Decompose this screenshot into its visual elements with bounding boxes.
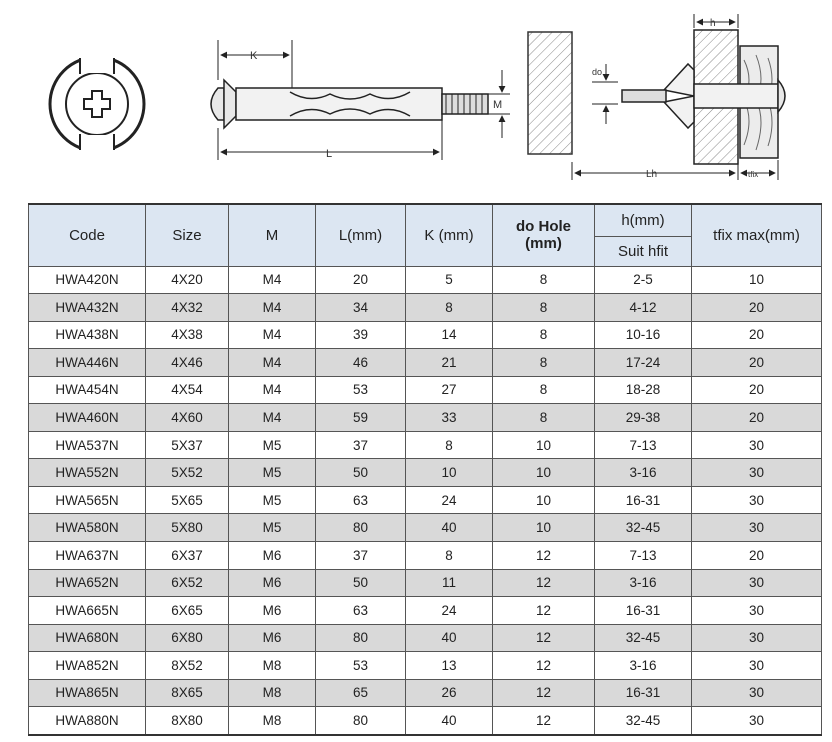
cell-size: 4X46 <box>146 349 229 377</box>
header-l: L(mm) <box>316 204 406 266</box>
cell-size: 8X52 <box>146 652 229 680</box>
cell-l: 34 <box>316 294 406 322</box>
cell-suit-hfit: 18-28 <box>595 376 692 404</box>
installed-anchor-view <box>572 14 785 180</box>
table-row <box>29 459 822 487</box>
cell-suit-hfit: 3-16 <box>595 652 692 680</box>
cell-code: HWA580N <box>29 514 146 542</box>
cell-m: M5 <box>229 431 316 459</box>
cell-code: HWA552N <box>29 459 146 487</box>
cell-suit-hfit: 16-31 <box>595 679 692 707</box>
cell-size: 4X32 <box>146 294 229 322</box>
header-do-hole-label: do Hole <box>516 218 571 236</box>
spec-table <box>28 203 822 736</box>
cell-do-hole: 12 <box>493 541 595 569</box>
cell-k: 8 <box>406 431 493 459</box>
table-row <box>29 404 822 432</box>
cell-m: M8 <box>229 652 316 680</box>
cell-m: M5 <box>229 514 316 542</box>
cell-k: 5 <box>406 266 493 294</box>
cell-code: HWA446N <box>29 349 146 377</box>
table-header <box>29 204 822 266</box>
table-row <box>29 266 822 294</box>
cell-size: 4X20 <box>146 266 229 294</box>
cell-suit-hfit: 7-13 <box>595 431 692 459</box>
cell-l: 80 <box>316 514 406 542</box>
cell-do-hole: 10 <box>493 514 595 542</box>
cell-suit-hfit: 17-24 <box>595 349 692 377</box>
cell-tfix: 20 <box>692 541 822 569</box>
cell-k: 33 <box>406 404 493 432</box>
cell-suit-hfit: 3-16 <box>595 459 692 487</box>
cell-l: 65 <box>316 679 406 707</box>
cell-code: HWA460N <box>29 404 146 432</box>
cell-tfix: 30 <box>692 459 822 487</box>
cell-code: HWA865N <box>29 679 146 707</box>
cell-m: M4 <box>229 321 316 349</box>
table-row <box>29 431 822 459</box>
cell-l: 80 <box>316 624 406 652</box>
cell-suit-hfit: 16-31 <box>595 597 692 625</box>
cell-l: 39 <box>316 321 406 349</box>
cell-suit-hfit: 32-45 <box>595 707 692 735</box>
table-row <box>29 624 822 652</box>
cell-l: 50 <box>316 569 406 597</box>
cell-code: HWA454N <box>29 376 146 404</box>
cell-m: M4 <box>229 294 316 322</box>
cell-code: HWA420N <box>29 266 146 294</box>
cell-do-hole: 8 <box>493 321 595 349</box>
cell-code: HWA880N <box>29 707 146 735</box>
table-row <box>29 376 822 404</box>
header-tfix: tfix max(mm) <box>692 204 822 266</box>
table-row <box>29 514 822 542</box>
cell-do-hole: 12 <box>493 707 595 735</box>
cell-m: M5 <box>229 459 316 487</box>
cell-l: 53 <box>316 652 406 680</box>
cell-m: M5 <box>229 486 316 514</box>
cell-code: HWA432N <box>29 294 146 322</box>
cell-tfix: 30 <box>692 514 822 542</box>
cell-l: 63 <box>316 597 406 625</box>
cell-suit-hfit: 2-5 <box>595 266 692 294</box>
cell-size: 8X80 <box>146 707 229 735</box>
wall-section <box>528 32 618 154</box>
cell-code: HWA652N <box>29 569 146 597</box>
cell-do-hole: 10 <box>493 431 595 459</box>
cell-l: 53 <box>316 376 406 404</box>
cell-do-hole: 8 <box>493 349 595 377</box>
cell-m: M6 <box>229 597 316 625</box>
table-row <box>29 707 822 735</box>
header-h: h(mm) <box>595 204 692 236</box>
cell-suit-hfit: 29-38 <box>595 404 692 432</box>
cell-tfix: 30 <box>692 624 822 652</box>
cell-l: 63 <box>316 486 406 514</box>
cell-m: M8 <box>229 707 316 735</box>
cell-suit-hfit: 4-12 <box>595 294 692 322</box>
cell-do-hole: 10 <box>493 486 595 514</box>
cell-size: 4X60 <box>146 404 229 432</box>
cell-code: HWA665N <box>29 597 146 625</box>
cell-m: M4 <box>229 266 316 294</box>
cell-tfix: 30 <box>692 679 822 707</box>
cell-l: 20 <box>316 266 406 294</box>
cell-m: M6 <box>229 569 316 597</box>
cell-do-hole: 12 <box>493 652 595 680</box>
cell-k: 13 <box>406 652 493 680</box>
header-do-hole-unit: (mm) <box>525 235 562 253</box>
cell-do-hole: 12 <box>493 624 595 652</box>
cell-m: M8 <box>229 679 316 707</box>
label-m: M <box>493 99 503 111</box>
label-l: L <box>326 148 333 160</box>
cell-k: 40 <box>406 707 493 735</box>
cell-tfix: 30 <box>692 431 822 459</box>
cell-m: M4 <box>229 376 316 404</box>
cell-k: 40 <box>406 514 493 542</box>
cell-do-hole: 12 <box>493 679 595 707</box>
cell-m: M6 <box>229 624 316 652</box>
table-row <box>29 486 822 514</box>
cell-tfix: 30 <box>692 597 822 625</box>
table-row <box>29 652 822 680</box>
table-body <box>29 266 822 735</box>
cell-do-hole: 8 <box>493 404 595 432</box>
cell-do-hole: 10 <box>493 459 595 487</box>
cell-do-hole: 8 <box>493 294 595 322</box>
table-row <box>29 679 822 707</box>
cell-m: M4 <box>229 404 316 432</box>
table-row <box>29 597 822 625</box>
cell-k: 8 <box>406 541 493 569</box>
cell-tfix: 20 <box>692 404 822 432</box>
cell-m: M6 <box>229 541 316 569</box>
cell-tfix: 20 <box>692 321 822 349</box>
cell-k: 40 <box>406 624 493 652</box>
cell-size: 5X80 <box>146 514 229 542</box>
cell-suit-hfit: 10-16 <box>595 321 692 349</box>
cell-code: HWA537N <box>29 431 146 459</box>
cell-size: 4X38 <box>146 321 229 349</box>
cell-k: 11 <box>406 569 493 597</box>
header-suit-hfit: Suit hfit <box>595 236 692 266</box>
label-do: do <box>592 67 603 77</box>
cell-suit-hfit: 16-31 <box>595 486 692 514</box>
cell-size: 6X65 <box>146 597 229 625</box>
label-k: K <box>250 50 258 62</box>
cell-tfix: 30 <box>692 652 822 680</box>
table-row <box>29 541 822 569</box>
header-code: Code <box>29 204 146 266</box>
cell-suit-hfit: 32-45 <box>595 514 692 542</box>
cell-code: HWA438N <box>29 321 146 349</box>
cell-l: 80 <box>316 707 406 735</box>
cell-size: 5X65 <box>146 486 229 514</box>
cell-size: 5X37 <box>146 431 229 459</box>
cell-l: 50 <box>316 459 406 487</box>
cell-k: 26 <box>406 679 493 707</box>
cell-l: 59 <box>316 404 406 432</box>
cell-code: HWA637N <box>29 541 146 569</box>
cell-k: 27 <box>406 376 493 404</box>
cell-do-hole: 12 <box>493 569 595 597</box>
cell-size: 5X52 <box>146 459 229 487</box>
cell-do-hole: 8 <box>493 266 595 294</box>
cell-tfix: 30 <box>692 569 822 597</box>
cell-code: HWA680N <box>29 624 146 652</box>
cell-k: 24 <box>406 597 493 625</box>
cell-do-hole: 12 <box>493 597 595 625</box>
cell-code: HWA852N <box>29 652 146 680</box>
cell-suit-hfit: 32-45 <box>595 624 692 652</box>
header-k: K (mm) <box>406 204 493 266</box>
cell-size: 6X80 <box>146 624 229 652</box>
cell-k: 8 <box>406 294 493 322</box>
cell-k: 10 <box>406 459 493 487</box>
cell-size: 6X52 <box>146 569 229 597</box>
cell-l: 37 <box>316 541 406 569</box>
anchor-end-view <box>50 55 144 153</box>
technical-drawing <box>0 0 832 195</box>
cell-tfix: 20 <box>692 349 822 377</box>
cell-k: 24 <box>406 486 493 514</box>
cell-suit-hfit: 3-16 <box>595 569 692 597</box>
cell-k: 14 <box>406 321 493 349</box>
cell-tfix: 10 <box>692 266 822 294</box>
table-row <box>29 294 822 322</box>
cell-tfix: 30 <box>692 486 822 514</box>
cell-size: 4X54 <box>146 376 229 404</box>
cell-size: 6X37 <box>146 541 229 569</box>
table-row <box>29 349 822 377</box>
cell-tfix: 30 <box>692 707 822 735</box>
table-row <box>29 321 822 349</box>
label-lh: Lh <box>646 169 658 180</box>
cell-code: HWA565N <box>29 486 146 514</box>
cell-l: 46 <box>316 349 406 377</box>
label-tfix: tfix <box>748 170 759 179</box>
header-m: M <box>229 204 316 266</box>
cell-l: 37 <box>316 431 406 459</box>
label-h: h <box>710 18 716 29</box>
cell-m: M4 <box>229 349 316 377</box>
header-do-hole <box>493 204 595 266</box>
cell-do-hole: 8 <box>493 376 595 404</box>
cell-tfix: 20 <box>692 294 822 322</box>
cell-size: 8X65 <box>146 679 229 707</box>
cell-k: 21 <box>406 349 493 377</box>
cell-tfix: 20 <box>692 376 822 404</box>
cell-suit-hfit: 7-13 <box>595 541 692 569</box>
header-size: Size <box>146 204 229 266</box>
table-row <box>29 569 822 597</box>
